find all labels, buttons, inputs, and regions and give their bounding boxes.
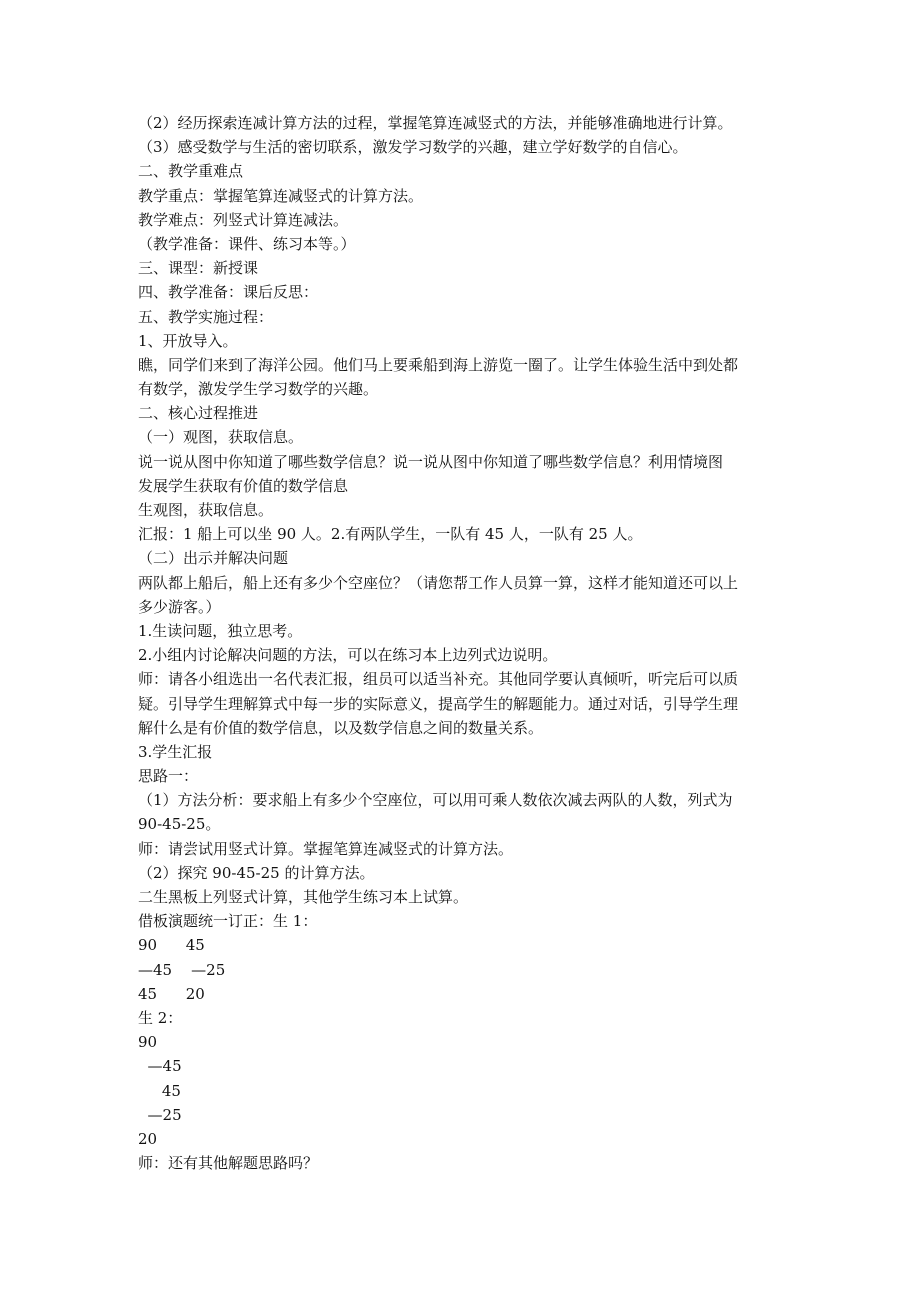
text-line: （3）感受数学与生活的密切联系，激发学习数学的兴趣，建立学好数学的自信心。 (138, 138, 688, 157)
text-line: 1、开放导入。 (138, 331, 238, 350)
vertical-calc-line: —45 (138, 1057, 182, 1076)
text-line: 90-45-25。 (138, 815, 221, 834)
section-heading: 二、核心过程推进 (138, 404, 259, 423)
section-heading: 二、教学重难点 (138, 162, 244, 181)
text-line: （教学准备：课件、练习本等。） (138, 234, 356, 253)
text-line: 教学重点：掌握笔算连减竖式的计算方法。 (138, 186, 424, 205)
section-heading: 五、教学实施过程： (138, 307, 274, 326)
text-line: 解什么是有价值的数学信息，以及数学信息之间的数量关系。 (138, 718, 544, 737)
text-line: 生 2： (138, 1008, 183, 1027)
text-line: 说一说从图中你知道了哪些数学信息？说一说从图中你知道了哪些数学信息？利用情境图 (138, 452, 724, 471)
text-line: （一）观图，获取信息。 (138, 428, 304, 447)
text-line: 借板演题统一订正：生 1： (138, 912, 318, 931)
text-line: 师：请各小组选出一名代表汇报，组员可以适当补充。其他同学要认真倾听，听完后可以质 (138, 670, 739, 689)
text-line: 师：请尝试用竖式计算。掌握笔算连减竖式的计算方法。 (138, 839, 514, 858)
vertical-calc-line: 45 (138, 1081, 181, 1100)
text-line: （2）经历探索连减计算方法的过程，掌握笔算连减竖式的方法，并能够准确地进行计算。 (138, 114, 733, 132)
text-line: 有数学，激发学生学习数学的兴趣。 (138, 380, 379, 399)
text-line: （二）出示并解决问题 (138, 549, 289, 568)
text-line: 1.生读问题，独立思考。 (138, 621, 303, 640)
section-heading: 三、课型：新授课 (138, 259, 259, 278)
text-line: 发展学生获取有价值的数学信息 (138, 476, 349, 495)
vertical-calc-line: 90 45 (138, 936, 205, 955)
text-line: 疑。引导学生理解算式中每一步的实际意义，提高学生的解题能力。通过对话，引导学生理 (138, 694, 739, 713)
vertical-calc-line: —25 (138, 1105, 182, 1124)
text-line: 汇报：1 船上可以坐 90 人。2.有两队学生，一队有 45 人，一队有 25 人。 (138, 525, 643, 544)
text-line: 瞧，同学们来到了海洋公园。他们马上要乘船到海上游览一圈了。让学生体验生活中到处都 (138, 355, 739, 374)
text-line: （2）探究 90-45-25 的计算方法。 (138, 863, 375, 882)
text-line: 思路一： (138, 767, 199, 786)
section-heading: 四、教学准备：课后反思： (138, 283, 319, 302)
text-line: 师：还有其他解题思路吗？ (138, 1154, 319, 1173)
text-line: 教学难点：列竖式计算连减法。 (138, 210, 349, 229)
text-line: 2.小组内讨论解决问题的方法，可以在练习本上边列式边说明。 (138, 646, 558, 665)
vertical-calc-line: 45 20 (138, 984, 205, 1003)
document-body (138, 111, 786, 1175)
text-line: 两队都上船后，船上还有多少个空座位？（请您帮工作人员算一算，这样才能知道还可以上 (138, 573, 739, 592)
vertical-calc-line: 20 (138, 1129, 158, 1148)
text-line: 生观图，获取信息。 (138, 501, 274, 519)
text-line: 多少游客。） (138, 597, 221, 616)
text-line: 二生黑板上列竖式计算，其他学生练习本上试算。 (138, 888, 469, 906)
text-line: 3.学生汇报 (138, 742, 213, 761)
vertical-calc-line: 90 (138, 1033, 158, 1052)
text-line: （1）方法分析：要求船上有多少个空座位，可以用可乘人数依次减去两队的人数，列式为 (138, 791, 733, 810)
vertical-calc-line: —45 —25 (138, 960, 226, 979)
